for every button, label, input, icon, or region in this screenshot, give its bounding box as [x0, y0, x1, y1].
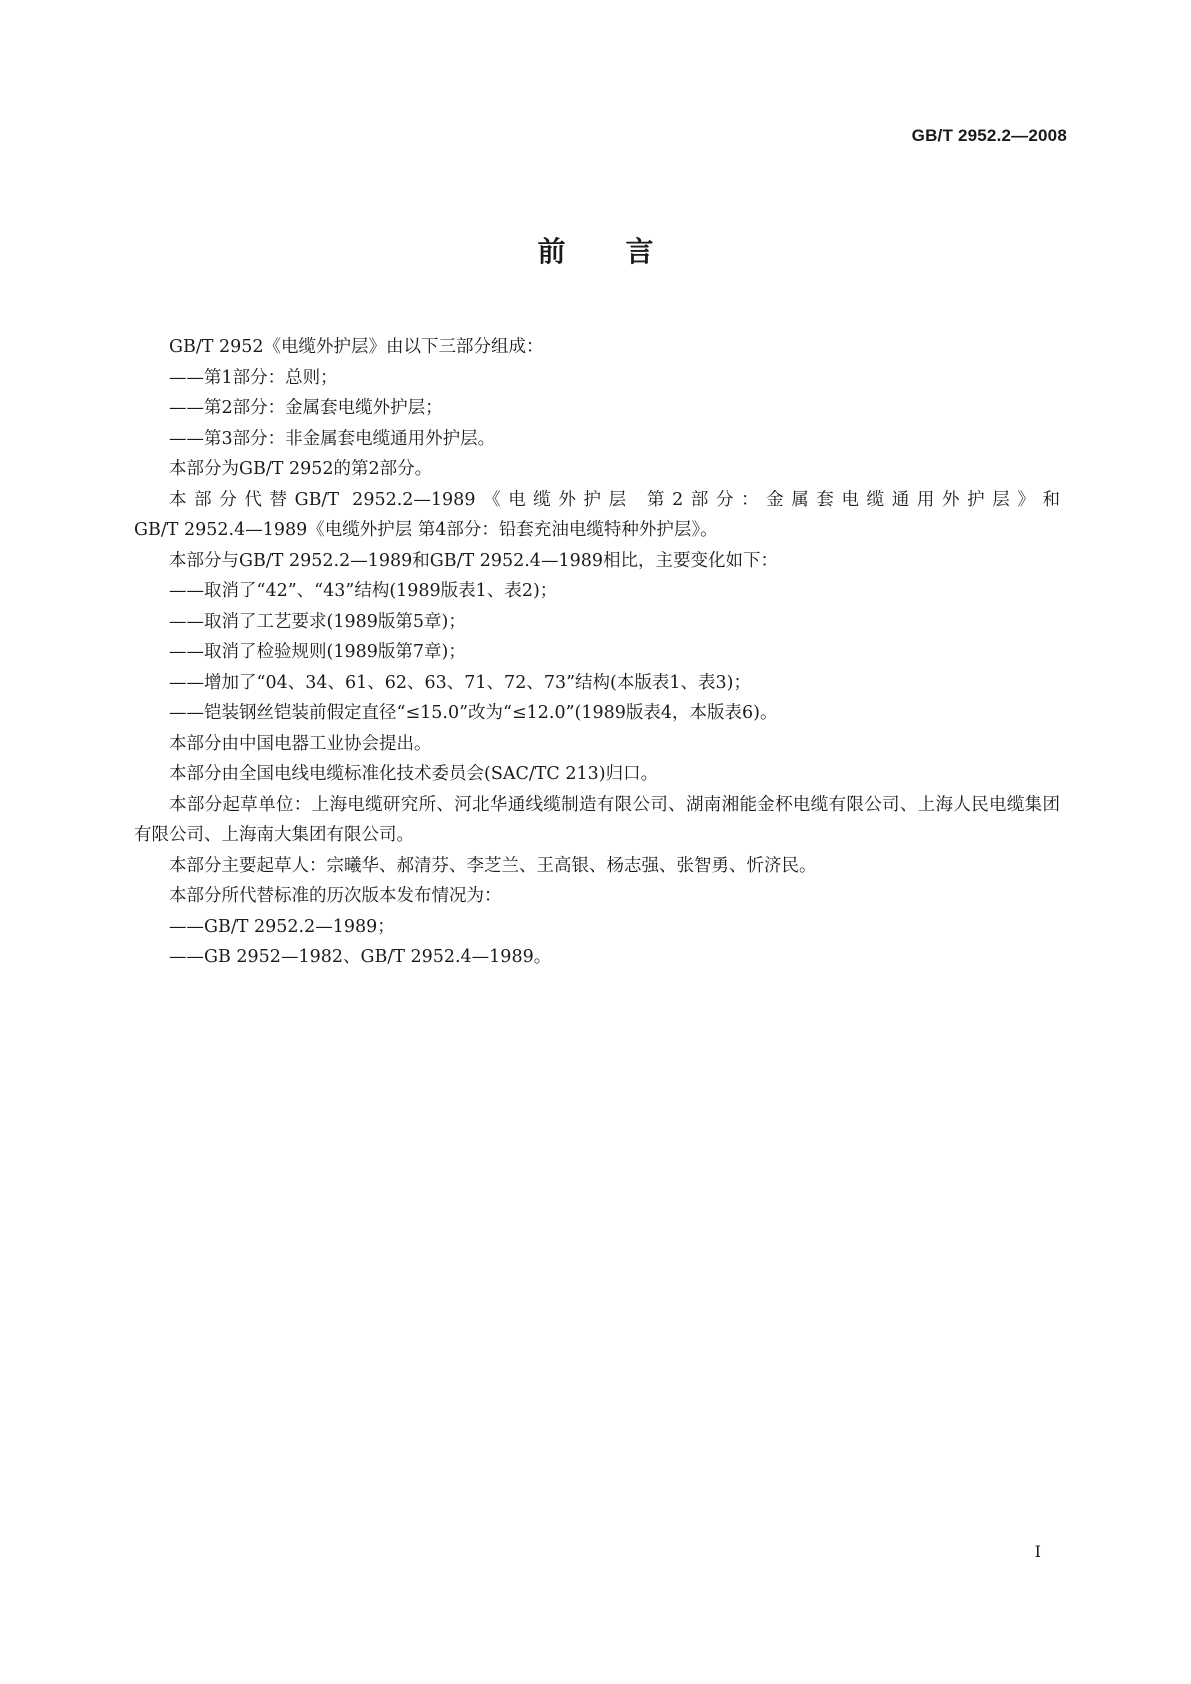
list-item: ——取消了“42”、“43”结构(1989版表1、表2)；	[169, 581, 558, 601]
list-item: ——GB/T 2952.2—1989；	[169, 916, 395, 937]
list-item: ——第1部分：总则；	[169, 367, 338, 388]
foreword-body	[134, 332, 1060, 973]
list-item: ——GB 2952—1982、GB/T 2952.4—1989。	[169, 947, 552, 967]
list-item: ——取消了工艺要求(1989版第5章)；	[169, 611, 466, 632]
standard-number: GB/T 2952.2—2008	[911, 126, 1067, 145]
paragraph-continuation: GB/T 2952.4—1989《电缆外护层 第4部分：铅套充油电缆特种外护层》。	[134, 520, 718, 540]
paragraph: GB/T 2952《电缆外护层》由以下三部分组成：	[169, 337, 544, 357]
list-item: ——铠装钢丝铠装前假定直径“≤15.0”改为“≤12.0”(1989版表4，本版表6)。	[169, 703, 778, 723]
list-item: ——第3部分：非金属套电缆通用外护层。	[169, 428, 496, 449]
paragraph: 本部分由中国电器工业协会提出。	[169, 733, 432, 754]
page-number: I	[1034, 1542, 1041, 1561]
list-item: ——增加了“04、34、61、62、63、71、72、73”结构(本版表1、表3)；	[169, 672, 751, 693]
paragraph: 本部分与GB/T 2952.2—1989和GB/T 2952.4—1989相比，主要变化如下：	[169, 550, 778, 571]
paragraph: 本部分所代替标准的历次版本发布情况为：	[169, 886, 502, 906]
paragraph: 本部分为GB/T 2952的第2部分。	[169, 459, 433, 479]
paragraph: 本部分起草单位：上海电缆研究所、河北华通线缆制造有限公司、湖南湘能金杯电缆有限公司、上海人民电缆集团有限公司、上海南大集团有限公司。	[134, 794, 1060, 845]
paragraph: 本部分主要起草人：宗曦华、郝清芬、李芝兰、王高银、杨志强、张智勇、忻济民。	[169, 855, 817, 876]
paragraph: 本部分代替GB/T 2952.2—1989《电缆外护层 第2部分：金属套电缆通用外护层》和	[169, 489, 1060, 510]
page-title: 前言	[537, 235, 714, 268]
paragraph: 本部分由全国电线电缆标准化技术委员会(SAC/TC 213)归口。	[169, 764, 659, 784]
list-item: ——取消了检验规则(1989版第7章)；	[169, 642, 466, 662]
list-item: ——第2部分：金属套电缆外护层；	[169, 398, 443, 418]
